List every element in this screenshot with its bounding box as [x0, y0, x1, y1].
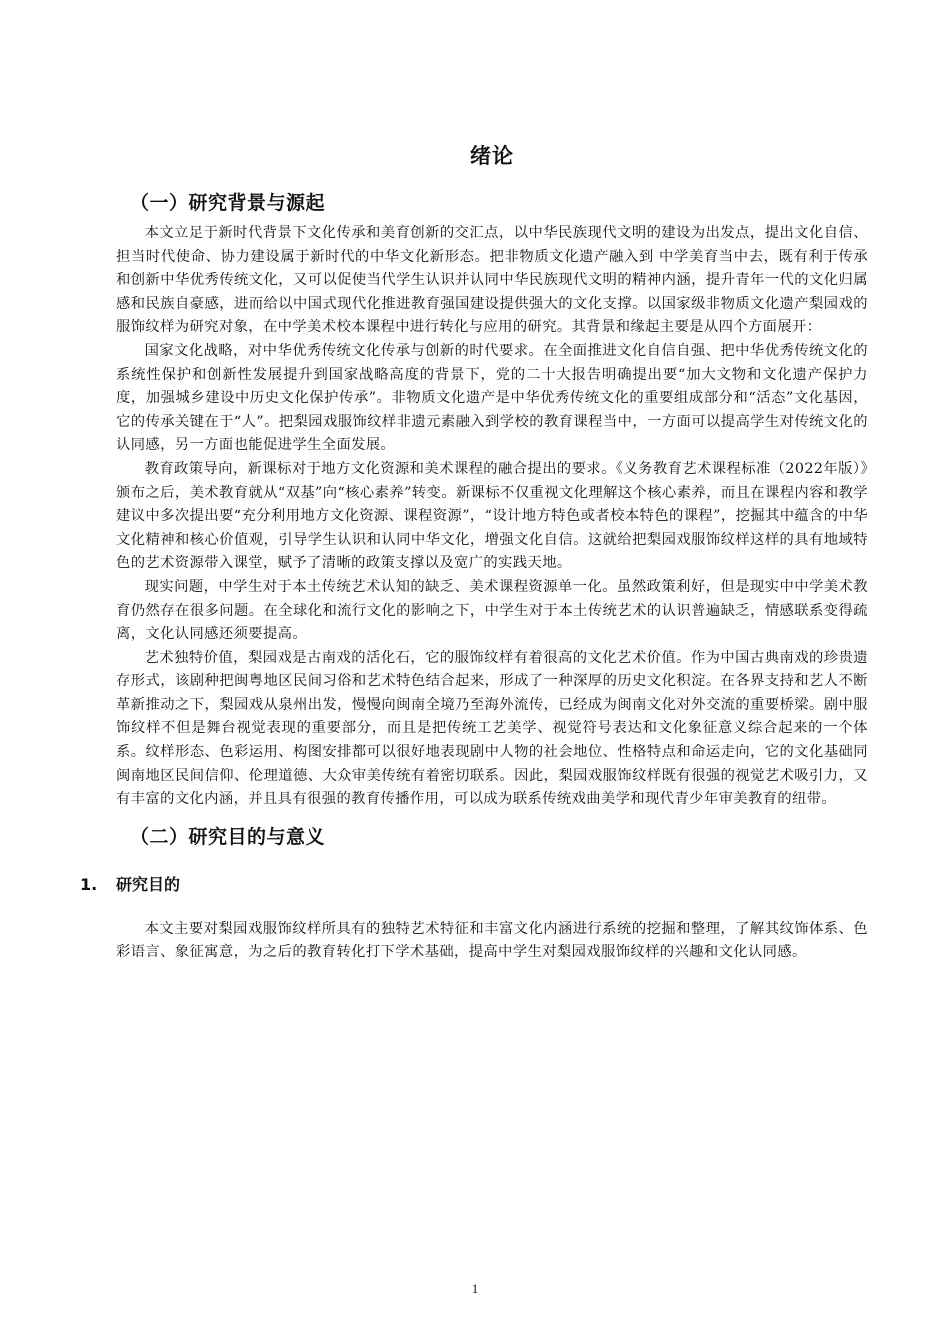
paragraph: 本文主要对梨园戏服饰纹样所具有的独特艺术特征和丰富文化内涵进行系统的挖掘和整理，了解其纹饰体系、色彩语言、象征寓意，为之后的教育转化打下学术基础，提高中学生对梨园戏服饰纹样的兴趣和文化认同感。 — [116, 920, 868, 961]
subsection-body-research-purpose — [116, 918, 868, 965]
paragraph: 国家文化战略，对中华优秀传统文化传承与创新的时代要求。在全面推进文化自信自强、把中华优秀传统文化的系统性保护和创新性发展提升到国家战略高度的背景下，党的二十大报告明确提出要“加大文物和文化遗产保护力度，加强城乡建设中历史文化保护传承”。非物质文化遗产是中华优秀传统文化的重要组成部分和“活态”文化基因，它的传承关键在于“人”。把梨园戏服饰纹样非遗元素融入到学校的教育课程当中，一方面可以提高学生对传统文化的认同感，另一方面也能促进学生全面发展。 — [116, 342, 868, 454]
subsection-heading-research-purpose — [80, 872, 868, 898]
paragraph: 现实问题，中学生对于本土传统艺术认知的缺乏、美术课程资源单一化。虽然政策利好，但是现实中中学美术教育仍然存在很多问题。在全球化和流行文化的影响之下，中学生对于本土传统艺术的认识普遍缺乏，情感联系变得疏离，文化认同感还须要提高。 — [116, 578, 868, 643]
subsection-title: 研究目的 — [116, 874, 181, 894]
paragraph: 教育政策导向，新课标对于地方文化资源和美术课程的融合提出的要求。《义务教育艺术课程标准（2022年版）》颁布之后，美术教育就从“双基”向“核心素养”转变。新课标不仅重视文化理解这个核心素养，而且在课程内容和教学建议中多次提出要“充分利用地方文化资源、课程资源”，“设计地方特色或者校本特色的课程”，挖掘其中蕴含的中华文化精神和核心价值观，引导学生认识和认同中华文化，增强文化自信。这就给把梨园戏服饰纹样这样的具有地域特色的艺术资源带入课堂，赋予了清晰的政策支撑以及宽广的实践天地。 — [116, 460, 868, 572]
section-heading-background: （一）研究背景与源起 — [130, 192, 326, 214]
paragraph: 艺术独特价值，梨园戏是古南戏的活化石，它的服饰纹样有着很高的文化艺术价值。作为中国古典南戏的珍贵遗存形式，该剧种把闽粤地区民间习俗和艺术特色结合起来，形成了一种深厚的历史文化积淀。在各界支持和艺人不断革新推动之下，梨园戏从泉州出发，慢慢向闽南全境乃至海外流传，已经成为闽南文化对外交流的重要桥梁。剧中服饰纹样不但是舞台视觉表现的重要部分，而且是把传统工艺美学、视觉符号表达和文化象征意义综合起来的一个体系。纹样形态、色彩运用、构图安排都可以很好地表现剧中人物的社会地位、性格特点和命运走向，它的文化基础同闽南地区民间信仰、伦理道德、大众审美传统有着密切联系。因此，梨园戏服饰纹样既有很强的视觉艺术吸引力，又有丰富的文化内涵，并且具有很强的教育传播作用，可以成为联系传统戏曲美学和现代青少年审美教育的纽带。 — [116, 649, 868, 808]
section-body-background — [116, 222, 868, 812]
paragraph: 本文立足于新时代背景下文化传承和美育创新的交汇点，以中华民族现代文明的建设为出发点，提出文化自信、担当时代使命、协力建设属于新时代的中华文化新形态。把非物质文化遗产融入到 中学美育当中去，既有利于传承和创新中华优秀传统文化，又可以促使当代学生认识并认同中华民族现代文明的精神内涵，提升青年一代的文化归属感和民族自豪感，进而给以中国式现代化推进教育强国建设提供强大的文化支撑。以国家级非物质文化遗产梨园戏的服饰纹样为研究对象，在中学美术校本课程中进行转化与应用的研究。其背景和缘起主要是从四个方面展开： — [116, 225, 868, 336]
chapter-title: 绪论 — [470, 144, 514, 168]
subsection-number: 1. — [80, 874, 98, 894]
page-content — [80, 140, 868, 965]
section-heading-purpose: （二）研究目的与意义 — [130, 825, 326, 848]
page-number: 1 — [471, 1281, 479, 1296]
